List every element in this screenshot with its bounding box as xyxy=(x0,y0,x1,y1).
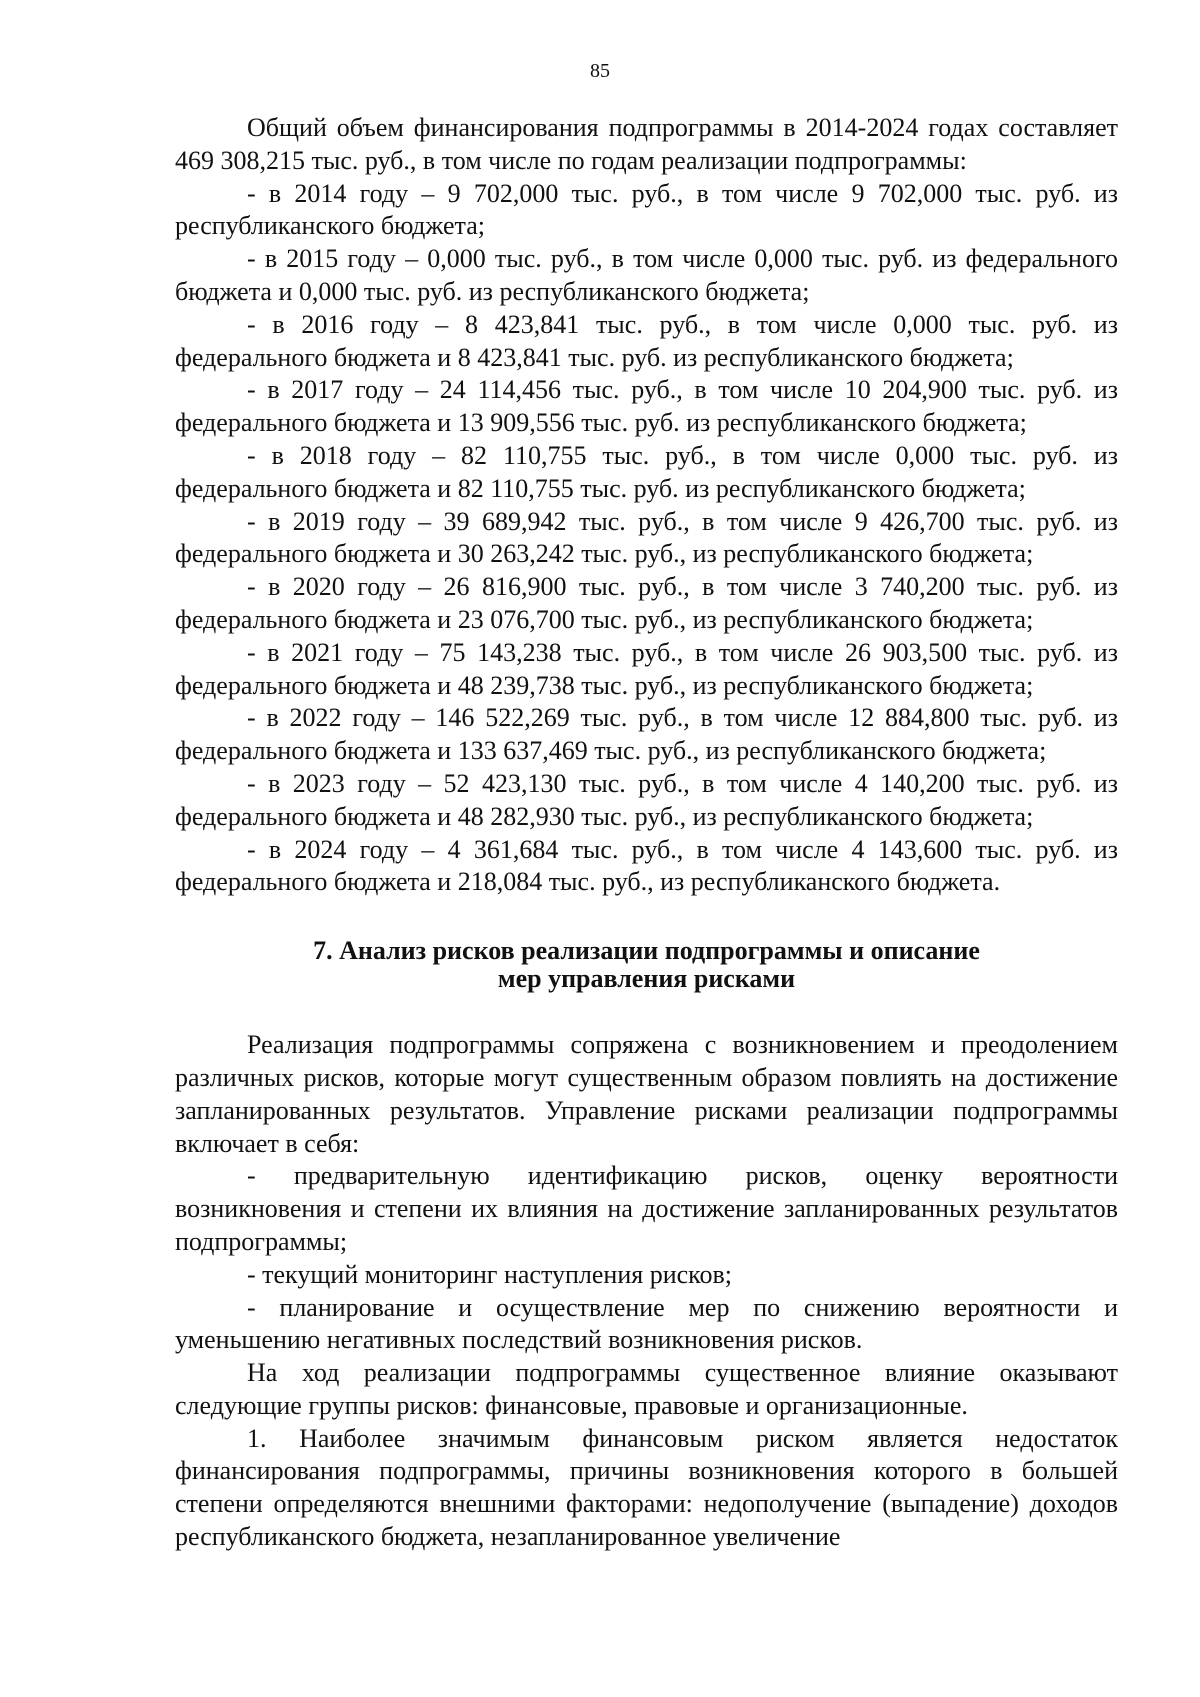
funding-item-2015: - в 2015 году – 0,000 тыс. руб., в том числе 0,000 тыс. руб. из федерального бюджета и 0,000 тыс. руб. из республиканского бюджета; xyxy=(175,244,1118,306)
funding-item-2019: - в 2019 году – 39 689,942 тыс. руб., в том числе 9 426,700 тыс. руб. из федерального бюджета и 30 263,242 тыс. руб., из республиканского бюджета; xyxy=(175,506,1118,569)
funding-item-2020: - в 2020 году – 26 816,900 тыс. руб., в том числе 3 740,200 тыс. руб. из федерального бюджета и 23 076,700 тыс. руб., из республиканского бюджета; xyxy=(175,572,1118,634)
funding-item-2018: - в 2018 году – 82 110,755 тыс. руб., в том числе 0,000 тыс. руб. из федерального бюджета и 82 110,755 тыс. руб. из республиканского бюджета; xyxy=(175,440,1118,503)
funding-item-2016: - в 2016 году – 8 423,841 тыс. руб., в том числе 0,000 тыс. руб. из федерального бюджета и 8 423,841 тыс. руб. из республиканского бюджета; xyxy=(175,309,1118,372)
risk-item-identification: - предварительную идентификацию рисков, оценку вероятности возникновения и степени их влияния на достижение запланированных результатов подпрограммы; xyxy=(175,1161,1118,1256)
funding-item-2023: - в 2023 году – 52 423,130 тыс. руб., в том числе 4 140,200 тыс. руб. из федерального бюджета и 48 282,930 тыс. руб., из республиканского бюджета; xyxy=(175,768,1118,831)
risk-item-planning: - планирование и осуществление мер по снижению вероятности и уменьшению негативных последствий возникновения рисков. xyxy=(175,1292,1118,1355)
funding-item-2014: - в 2014 году – 9 702,000 тыс. руб., в том числе 9 702,000 тыс. руб. из республиканского бюджета; xyxy=(175,178,1118,241)
funding-item-2021: - в 2021 году – 75 143,238 тыс. руб., в том числе 26 903,500 тыс. руб. из федерального бюджета и 48 239,738 тыс. руб., из республиканского бюджета; xyxy=(175,637,1118,700)
financial-risk-paragraph: 1. Наиболее значимым финансовым риском является недостаток финансирования подпрограммы, причины возникновения которого в большей степени определяются внешними факторами: недополучение (выпадение) доходов республиканского бюджета, незапланированное увеличение xyxy=(175,1423,1118,1552)
risk-item-monitoring: - текущий мониторинг наступления рисков; xyxy=(247,1259,732,1289)
funding-item-2017: - в 2017 году – 24 114,456 тыс. руб., в том числе 10 204,900 тыс. руб. из федерального бюджета и 13 909,556 тыс. руб. из республиканского бюджета; xyxy=(175,375,1118,438)
funding-item-2024: - в 2024 году – 4 361,684 тыс. руб., в том числе 4 143,600 тыс. руб. из федерального бюджета и 218,084 тыс. руб., из республиканского бюджета. xyxy=(175,834,1118,897)
page-number: 85 xyxy=(590,60,610,82)
section-heading xyxy=(175,937,1118,993)
section-heading-line-2: мер управления рисками xyxy=(497,964,796,994)
funding-intro-paragraph: Общий объем финансирования подпрограммы в 2014-2024 годах составляет 469 308,215 тыс. руб., в том числе по годам реализации подпрограммы: xyxy=(175,113,1118,175)
risk-groups-paragraph: На ход реализации подпрограммы существенное влияние оказывают следующие группы рисков: финансовые, правовые и организационные. xyxy=(175,1358,1118,1420)
page-content xyxy=(175,112,1118,1554)
section-heading-line-1: 7. Анализ рисков реализации подпрограммы и описание xyxy=(313,936,980,966)
funding-item-2022: - в 2022 году – 146 522,269 тыс. руб., в том числе 12 884,800 тыс. руб. из федерального бюджета и 133 637,469 тыс. руб., из республиканского бюджета; xyxy=(175,703,1118,766)
risk-intro-paragraph: Реализация подпрограммы сопряжена с возникновением и преодолением различных рисков, которые могут существенным образом повлиять на достижение запланированных результатов. Управление рисками реализации подпрограммы включает в себя: xyxy=(175,1030,1118,1158)
